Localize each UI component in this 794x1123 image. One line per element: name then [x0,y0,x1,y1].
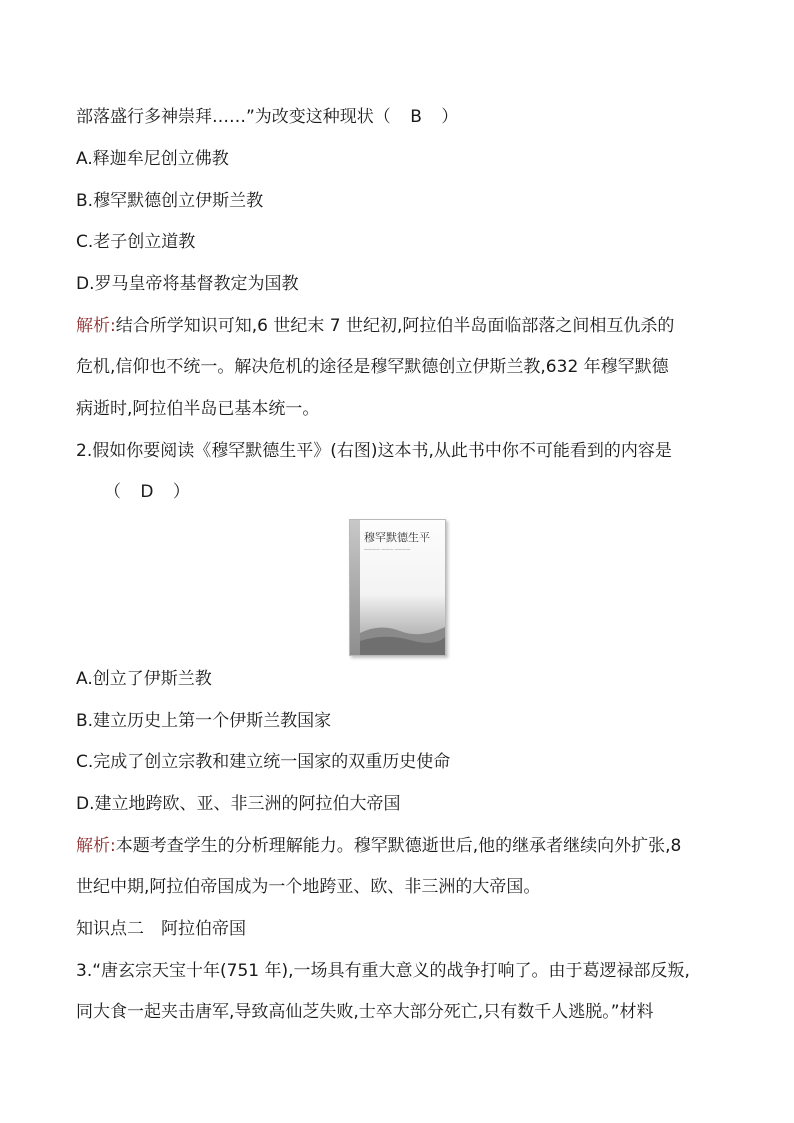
q2-option-a: A.创立了伊斯兰教 [76,669,212,689]
q2-stem: 2.假如你要阅读《穆罕默德生平》(右图)这本书,从此书中你不可能看到的内容是 [76,441,672,461]
q2-option-d: D.建立地跨欧、亚、非三洲的阿拉伯大帝国 [76,794,401,814]
q1-option-c: C.老子创立道教 [76,232,196,252]
q1-option-a: A.释迦牟尼创立佛教 [76,149,229,169]
q2-answer-close: ） [172,482,190,502]
q1-analysis-line-3: 病逝时,阿拉伯半岛已基本统一。 [76,399,320,419]
q2-answer: D [140,482,154,502]
book-cover-image [349,519,446,656]
book-author-line: ———— ——— ———— [364,547,411,552]
q2-analysis-line-2: 世纪中期,阿拉伯帝国成为一个地跨亚、欧、非三洲的大帝国。 [76,877,541,897]
q1-analysis-line-1 [76,315,726,337]
book-title: 穆罕默德生平 [364,531,430,544]
q1-option-b: B.穆罕默德创立伊斯兰教 [76,191,264,211]
q3-line-2: 同大食一起夹击唐军,导致高仙芝失败,士卒大部分死亡,只有数千人逃脱。”材料 [76,1002,654,1022]
q3-line-1: 3.“唐玄宗天宝十年(751 年),一场具有重大意义的战争打响了。由于葛逻禄部反叛, [76,961,690,981]
book-landscape-icon [360,615,445,655]
section-heading: 知识点二 阿拉伯帝国 [76,919,246,939]
q1-stem-text: 部落盛行多神崇拜……”为改变这种现状（ [76,107,391,127]
q2-option-c: C.完成了创立宗教和建立统一国家的双重历史使命 [76,752,451,772]
q2-option-b: B.建立历史上第一个伊斯兰教国家 [76,711,332,731]
q2-analysis-label: 解析: [76,836,116,856]
q1-answer: B [410,107,422,127]
q2-answer-line [104,481,754,503]
q2-analysis-text-1: 本题考查学生的分析理解能力。穆罕默德逝世后,他的继承者继续向外扩张,8 [115,836,682,856]
book-spine [350,520,360,655]
q1-stem [76,106,726,128]
q1-option-d: D.罗马皇帝将基督教定为国教 [76,274,299,294]
q2-analysis-line-1 [76,835,726,857]
q2-answer-open: （ [104,482,121,502]
q1-close: ） [441,107,459,127]
q1-analysis-label: 解析: [76,316,116,336]
q1-analysis-line-2: 危机,信仰也不统一。解决危机的途径是穆罕默德创立伊斯兰教,632 年穆罕默德 [76,357,669,377]
q1-analysis-text-1: 结合所学知识可知,6 世纪末 7 世纪初,阿拉伯半岛面临部落之间相互仇杀的 [115,316,675,336]
